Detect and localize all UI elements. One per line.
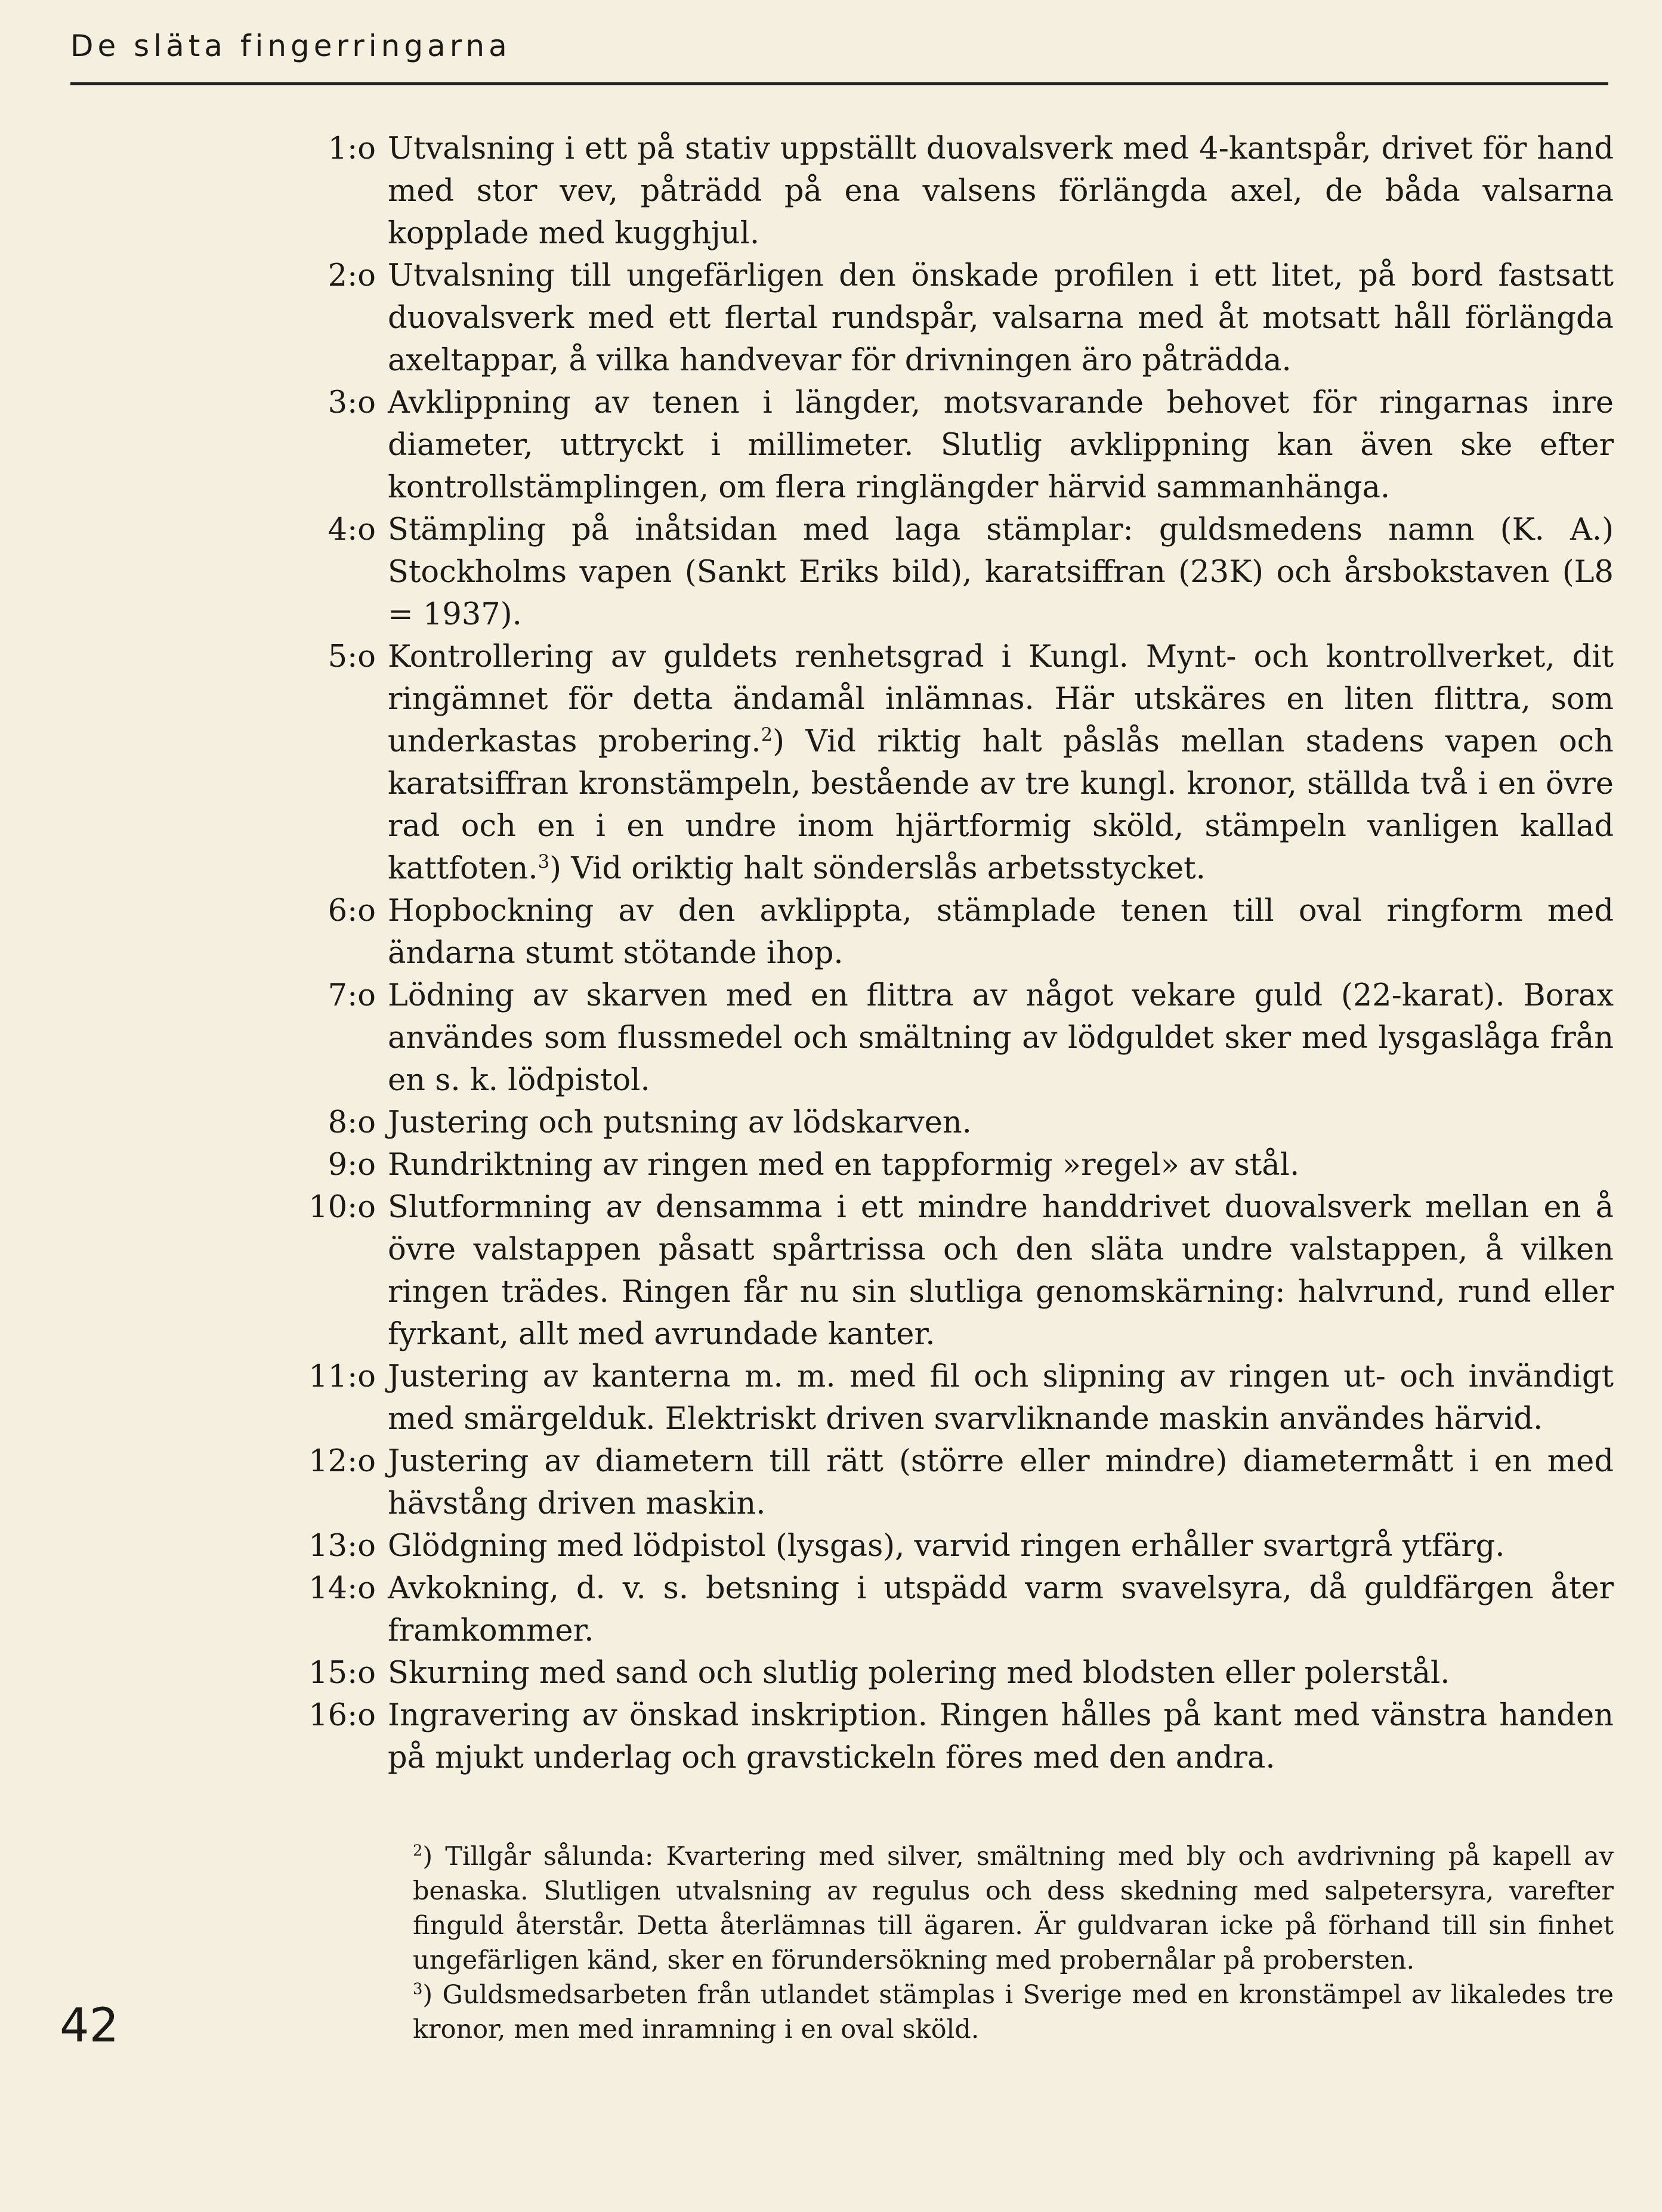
- step-number: 1:o: [328, 131, 376, 166]
- step-text-cont: ) Vid oriktig halt sönderslås arbetsstycket.: [549, 851, 1206, 886]
- step-item: [328, 255, 1614, 382]
- footnote: [413, 1839, 1614, 1978]
- step-number: 13:o: [308, 1529, 376, 1564]
- step-item: [328, 636, 1614, 890]
- step-number: 9:o: [328, 1147, 376, 1183]
- footnote-text: ) Guldsmedsarbeten från utlandet stämplas i Sverige med en kronstämpel av likaledes tre kronor, men med inramning i en oval sköld.: [413, 1980, 1614, 2044]
- step-item: [308, 1186, 1614, 1356]
- step-number: 10:o: [308, 1190, 376, 1225]
- step-text: Glödgning med lödpistol (lysgas), varvid ringen erhåller svartgrå ytfärg.: [388, 1529, 1505, 1564]
- step-text: Ingravering av önskad inskription. Ringen hålles på kant med vänstra handen på mjukt underlag och gravstickeln föres med den andra.: [388, 1698, 1614, 1775]
- step-item: [328, 1102, 1614, 1144]
- step-item: [328, 1144, 1614, 1186]
- footnotes: [413, 1839, 1614, 2047]
- step-text: Justering och putsning av lödskarven.: [388, 1105, 972, 1140]
- step-number: 4:o: [328, 512, 376, 547]
- step-text: Avklippning av tenen i längder, motsvarande behovet för ringarnas inre diameter, uttryckt i millimeter. Slutlig avklippning kan även ske efter kontrollstämplingen, om flera ringlängder härvid sammanhänga.: [388, 385, 1614, 505]
- step-item: [308, 1567, 1614, 1652]
- step-item: [308, 1694, 1614, 1779]
- step-text: Skurning med sand och slutlig polering med blodsten eller polerstål.: [388, 1656, 1450, 1691]
- procedure-steps: [308, 128, 1614, 1779]
- running-title: De släta fingerringarna: [70, 29, 511, 63]
- footnote-mark: 2: [413, 1842, 423, 1860]
- step-number: 11:o: [308, 1359, 376, 1394]
- step-item: [308, 1440, 1614, 1525]
- step-text: Utvalsning till ungefärligen den önskade profilen i ett litet, på bord fastsatt duovalsverk med ett flertal rundspår, valsarna med åt motsatt håll förlängda axeltappar, å vilka handvevar för drivningen äro påträdda.: [388, 258, 1614, 378]
- step-number: 8:o: [328, 1105, 376, 1140]
- step-number: 2:o: [328, 258, 376, 293]
- step-item: [328, 974, 1614, 1102]
- footnote-ref: 2: [761, 725, 773, 745]
- step-item: [328, 382, 1614, 509]
- step-text: Lödning av skarven med en flittra av något vekare guld (22-karat). Borax användes som flussmedel och smältning av lödguldet sker med lysgaslåga från en s. k. lödpistol.: [388, 978, 1614, 1098]
- step-number: 5:o: [328, 639, 376, 675]
- step-text: Stämpling på inåtsidan med laga stämplar: guldsmedens namn (K. A.) Stockholms vapen (Sankt Eriks bild), karatsiffran (23K) och årsbokstaven (L8 = 1937).: [388, 512, 1614, 632]
- step-text: Rundriktning av ringen med en tappformig »regel» av stål.: [388, 1147, 1300, 1183]
- step-number: 6:o: [328, 893, 376, 929]
- step-item: [328, 890, 1614, 974]
- step-number: 16:o: [308, 1698, 376, 1733]
- page-number: 42: [60, 1999, 119, 2053]
- header-rule: [70, 82, 1608, 85]
- step-text: Hopbockning av den avklippta, stämplade tenen till oval ringform med ändarna stumt stötande ihop.: [388, 893, 1614, 971]
- step-text: Slutformning av densamma i ett mindre handdrivet duovalsverk mellan en å övre valstappen påsatt spårtrissa och den släta undre valstappen, å vilken ringen trädes. Ringen får nu sin slutliga genomskärning: halvrund, rund eller fyrkant, allt med avrundade kanter.: [388, 1190, 1614, 1352]
- step-item: [328, 509, 1614, 636]
- footnote-mark: 3: [413, 1980, 423, 1998]
- step-item: [308, 1525, 1614, 1567]
- step-number: 7:o: [328, 978, 376, 1013]
- step-number: 14:o: [308, 1571, 376, 1606]
- step-text-cont: ) Vid riktig halt påslås mellan stadens vapen och karatsiffran kronstämpeln, bestående av tre kungl. kronor, ställda två i en övre rad och en i en undre inom hjärtformig sköld, stämpeln vanligen kallad kattfoten.: [388, 724, 1614, 886]
- footnote: [413, 1978, 1614, 2047]
- step-text: Kontrollering av guldets renhetsgrad i Kungl. Mynt- och kontrollverket, dit ringämnet för detta ändamål inlämnas. Här utskäres en liten flittra, som underkastas probering.: [388, 639, 1614, 759]
- footnote-text: ) Tillgår sålunda: Kvartering med silver, smältning med bly och avdrivning på kapell av benaska. Slutligen utvalsning av regulus och dess skedning med salpetersyra, varefter finguld återstår. Detta återlämnas till ägaren. Är guldvaran icke på förhand till sin finhet ungefärligen känd, sker en förundersökning med probernålar på probersten.: [413, 1842, 1614, 1975]
- step-number: 3:o: [328, 385, 376, 420]
- step-item: [308, 1356, 1614, 1440]
- step-number: 15:o: [308, 1656, 376, 1691]
- footnote-ref: 3: [537, 852, 550, 873]
- step-item: [308, 1652, 1614, 1694]
- step-text: Justering av diametern till rätt (större eller mindre) diametermått i en med hävstång driven maskin.: [388, 1444, 1614, 1521]
- step-number: 12:o: [308, 1444, 376, 1479]
- step-text: Utvalsning i ett på stativ uppställt duovalsverk med 4-kantspår, drivet för hand med stor vev, påträdd på ena valsens förlängda axel, de båda valsarna kopplade med kugghjul.: [388, 131, 1614, 251]
- step-text: Justering av kanterna m. m. med fil och slipning av ringen ut- och invändigt med smärgelduk. Elektriskt driven svarvliknande maskin användes härvid.: [388, 1359, 1614, 1437]
- step-text: Avkokning, d. v. s. betsning i utspädd varm svavelsyra, då guldfärgen åter framkommer.: [388, 1571, 1614, 1648]
- step-item: [328, 128, 1614, 255]
